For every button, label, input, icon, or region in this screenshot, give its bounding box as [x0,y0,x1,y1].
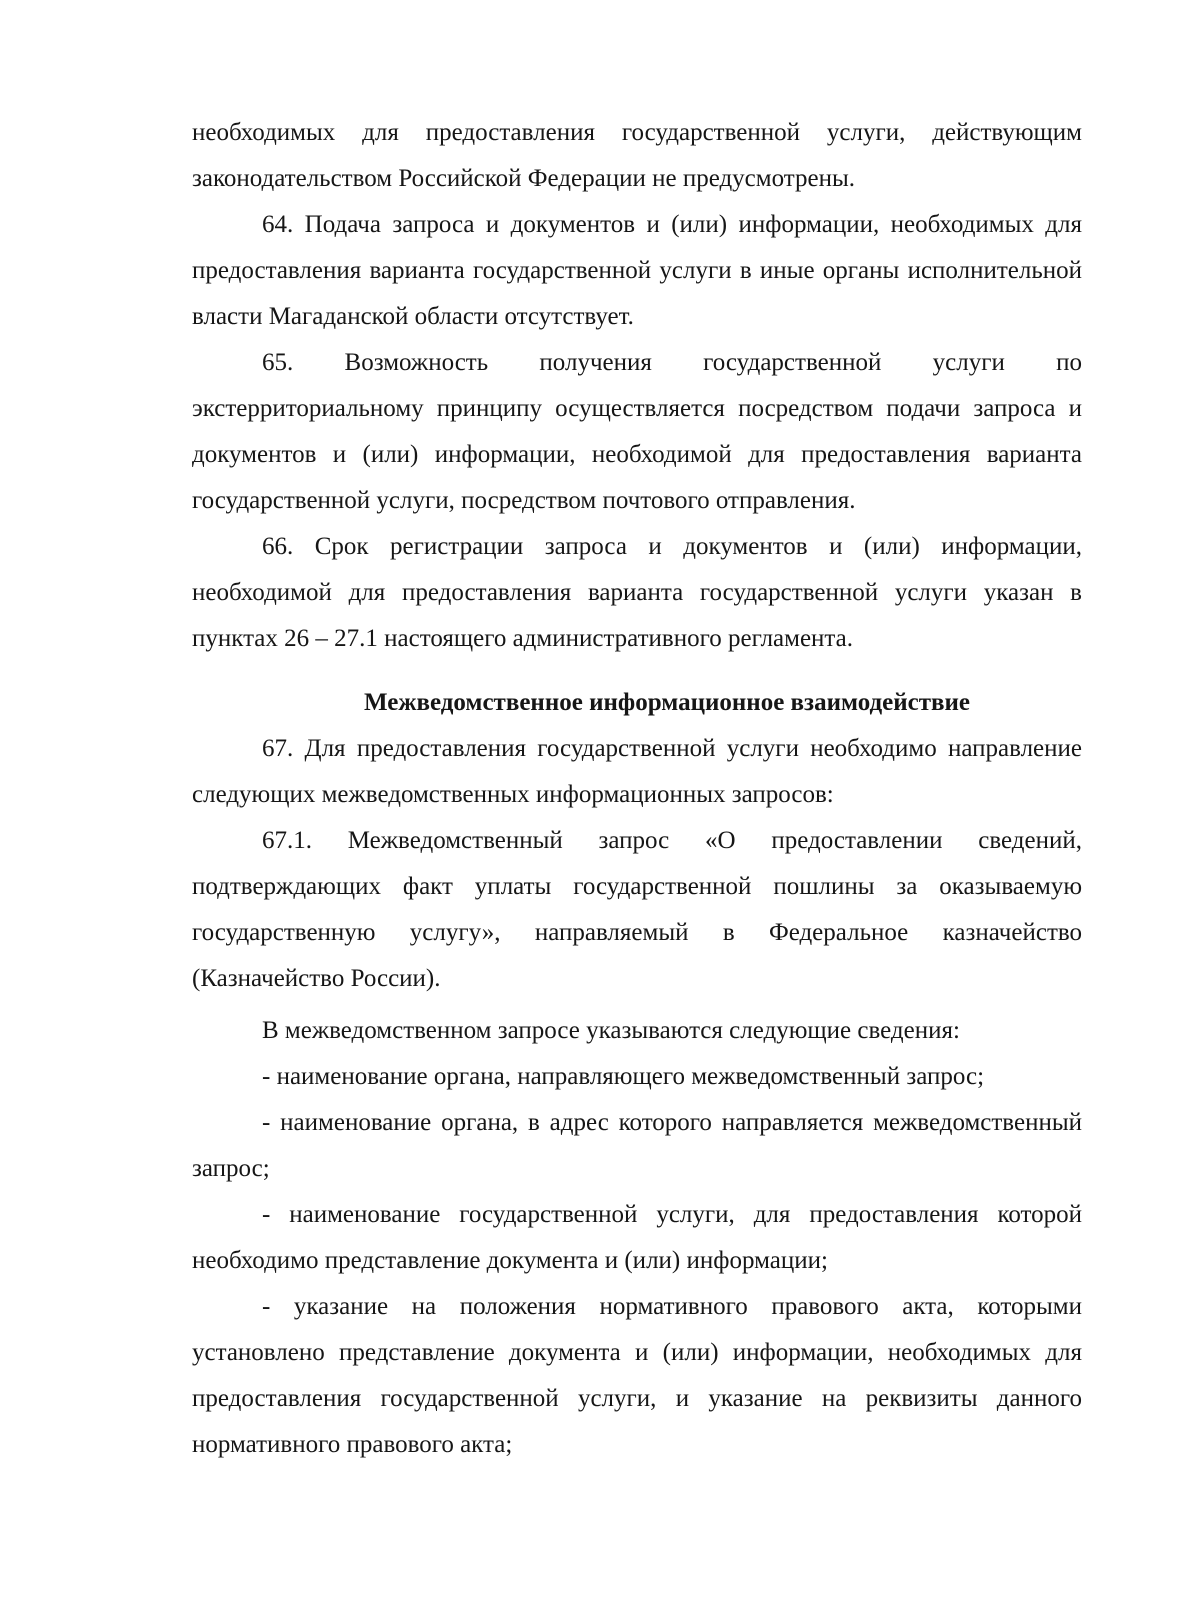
paragraph-64: 64. Подача запроса и документов и (или) информации, необходимых для предоставления варианта государственной услуги в иные органы исполнительной власти Магаданской области отсутствует. [192,211,1082,330]
paragraph-66: 66. Срок регистрации запроса и документов и (или) информации, необходимой для предоставления варианта государственной услуги указан в пунктах 26 – 27.1 настоящего административного регламента. [192,533,1082,652]
list-item: - наименование органа, в адрес которого направляется межведомственный запрос; [192,1109,1082,1182]
paragraph-67: 67. Для предоставления государственной услуги необходимо направление следующих межведомственных информационных запросов: [192,735,1082,808]
document-page [192,110,1082,1468]
section-heading: Межведомственное информационное взаимодействие [364,689,970,716]
paragraph-65: 65. Возможность получения государственной услуги по экстерриториальному принципу осуществляется посредством подачи запроса и документов и (или) информации, необходимой для предоставления варианта государственной услуги, посредством почтового отправления. [192,349,1082,514]
list-item: - указание на положения нормативного правового акта, которыми установлено представление документа и (или) информации, необходимых для предоставления государственной услуги, и указание на реквизиты данного нормативного правового акта; [192,1293,1082,1458]
paragraph-request-info: В межведомственном запросе указываются следующие сведения: [262,1017,960,1044]
paragraph-67-1: 67.1. Межведомственный запрос «О предоставлении сведений, подтверждающих факт уплаты государственной пошлины за оказываемую государственную услугу», направляемый в Федеральное казначейство (Казначейство России). [192,827,1082,992]
list-item: - наименование органа, направляющего межведомственный запрос; [262,1063,985,1090]
list-item: - наименование государственной услуги, для предоставления которой необходимо представление документа и (или) информации; [192,1201,1082,1274]
paragraph-continuation: необходимых для предоставления государственной услуги, действующим законодательством Российской Федерации не предусмотрены. [192,119,1082,192]
